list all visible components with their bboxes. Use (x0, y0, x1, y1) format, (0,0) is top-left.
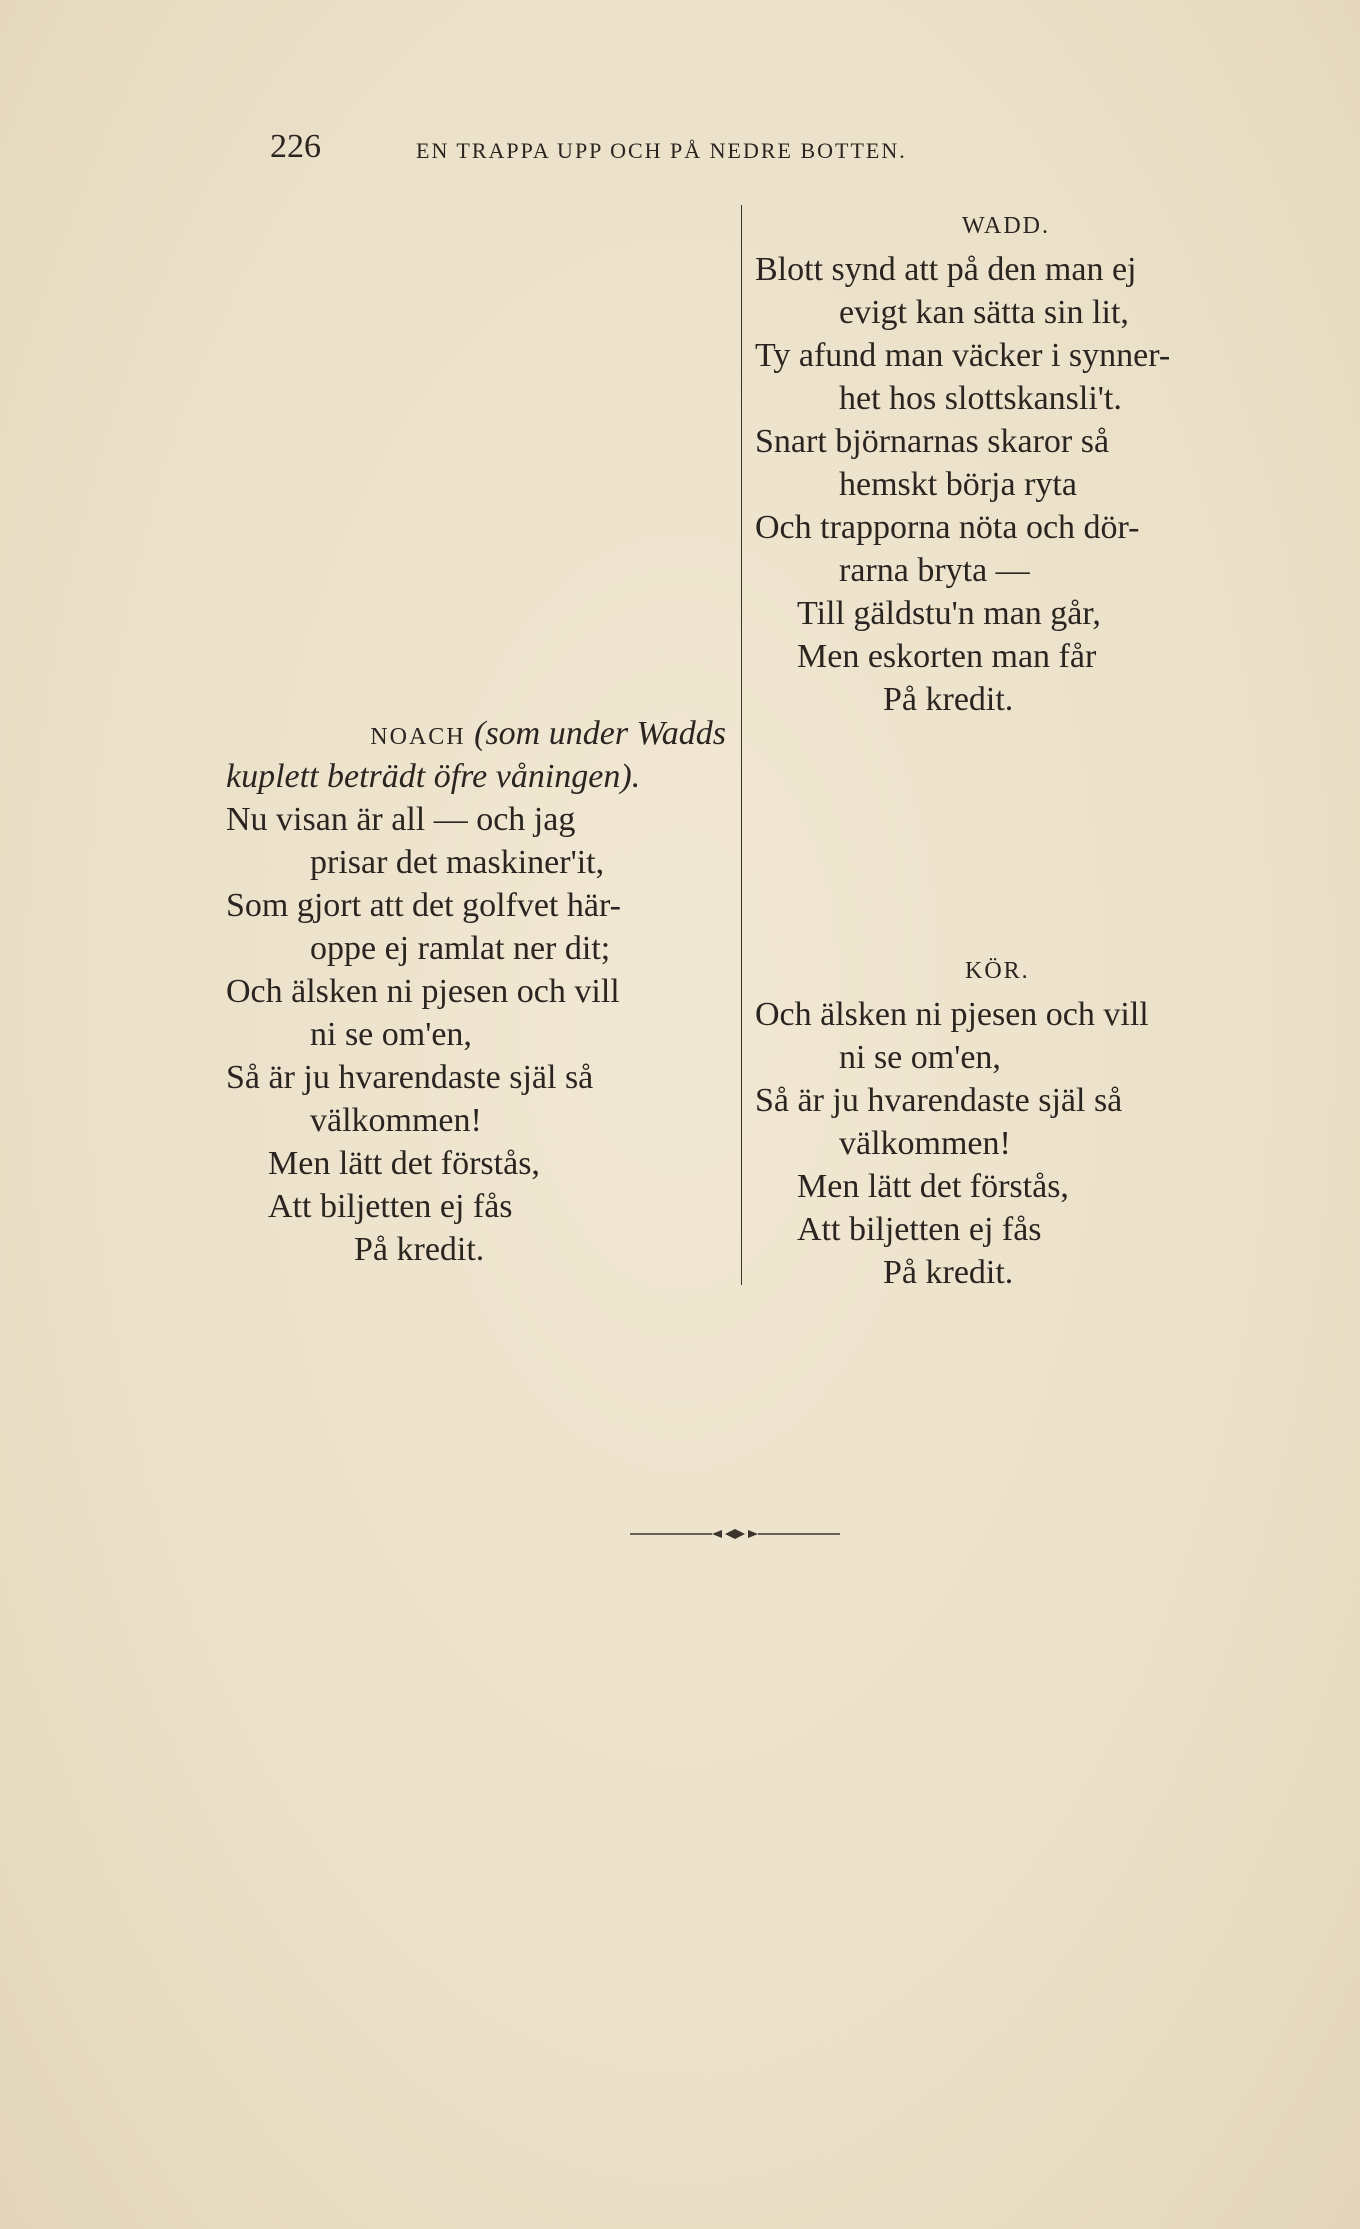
refrain-line: På kredit. (354, 1231, 485, 1268)
speaker-name: WADD. (962, 213, 1050, 239)
refrain-line: Att biljetten ej fås (268, 1188, 513, 1225)
wadd-verse (755, 205, 1265, 721)
verse-line: Ty afund man väcker i synner- (755, 337, 1171, 374)
verse-line: välkommen! (310, 1102, 482, 1139)
verse-line: evigt kan sätta sin lit, (839, 294, 1129, 331)
verse-line: Och trapporna nöta och dör- (755, 509, 1140, 546)
noach-verse (226, 712, 726, 1271)
verse-line: Snart björnarnas skaror så (755, 423, 1110, 460)
speaker-name: NOACH (370, 724, 466, 750)
end-ornament-icon (630, 1528, 840, 1540)
refrain-line: Men lätt det förstås, (797, 1168, 1069, 1205)
column-divider (741, 205, 742, 1285)
page-number: 226 (270, 128, 321, 165)
verse-line: hemskt börja ryta (839, 466, 1077, 503)
verse-line: ni se om'en, (839, 1039, 1001, 1076)
refrain-line: Men lätt det förstås, (268, 1145, 540, 1182)
verse-line: Så är ju hvarendaste själ så (226, 1059, 594, 1096)
stage-direction: kuplett beträdt öfre våningen). (226, 758, 641, 795)
refrain-line: På kredit. (883, 681, 1014, 718)
noach-heading (226, 712, 726, 755)
verse-line: Och älsken ni pjesen och vill (226, 973, 620, 1010)
verse-line: oppe ej ramlat ner dit; (310, 930, 611, 967)
verse-line: välkommen! (839, 1125, 1011, 1162)
refrain-line: Men eskorten man får (797, 638, 1097, 675)
verse-line: Och älsken ni pjesen och vill (755, 996, 1149, 1033)
refrain-line: Att biljetten ej fås (797, 1211, 1042, 1248)
verse-line: Så är ju hvarendaste själ så (755, 1082, 1123, 1119)
verse-text: Nu visan är all — och jag (226, 801, 576, 838)
verse-line: het hos slottskansli't. (839, 380, 1122, 417)
verse-line: ni se om'en, (310, 1016, 472, 1053)
verse-line: Blott synd att på den man ej (755, 251, 1137, 288)
verse-line: prisar det maskiner'it, (310, 844, 605, 881)
refrain-line: På kredit. (883, 1254, 1014, 1291)
page-header (270, 128, 1090, 168)
chorus-verse (755, 950, 1265, 1294)
verse-line (226, 798, 726, 841)
refrain-line: Till gäldstu'n man går, (797, 595, 1101, 632)
verse-line: rarna bryta — (839, 552, 1030, 589)
running-title: EN TRAPPA UPP OCH PÅ NEDRE BOTTEN. (416, 138, 907, 163)
verse-line: Som gjort att det golfvet här- (226, 887, 621, 924)
speaker-name: KÖR. (965, 958, 1030, 984)
stage-direction: (som under Wadds (474, 715, 726, 752)
